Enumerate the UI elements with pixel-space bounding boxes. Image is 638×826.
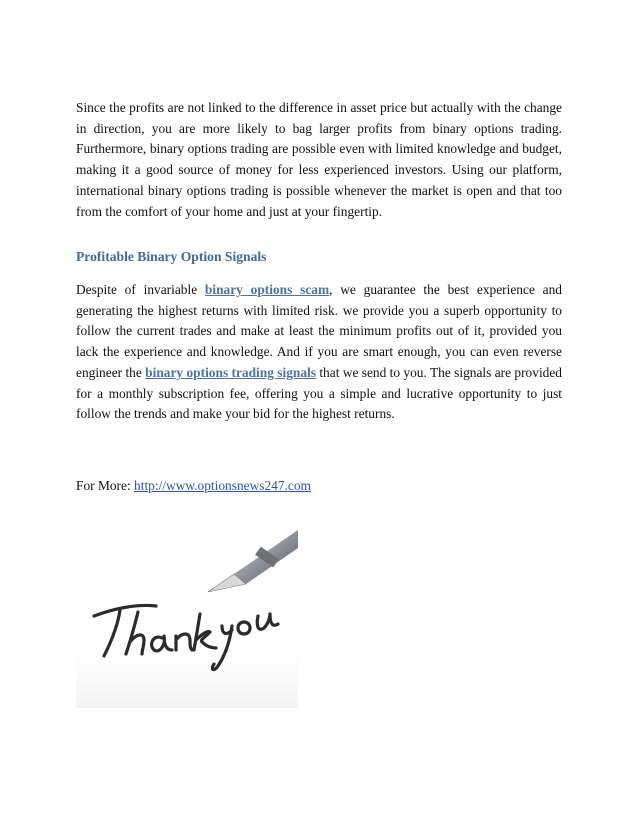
binary-options-scam-link[interactable]: binary options scam: [204, 282, 330, 297]
pen-icon: [208, 530, 298, 592]
website-link[interactable]: http://www.optionsnews247.com: [134, 478, 311, 493]
intro-paragraph: Since the profits are not linked to the difference in asset price but actually with the change in direction, you are more likely to bag larger profits from binary options trading. Furthermore, binary options trading are possible even with limited knowledge and budget, making it a good source of money for less experienced investors. Using our platform, international binary options trading is possible whenever the market is open and that too from the comfort of your home and just at your fingertip.: [76, 100, 562, 219]
for-more-label: For More:: [76, 478, 135, 493]
paragraph-text-1: Despite of invariable: [76, 282, 205, 297]
for-more-line: [76, 476, 311, 496]
paragraph-text-3: that we send to you. The signals are provided for a monthly subscription fee, offering you a simple and lucrative opportunity to just follow the trends and make your bid for the highest returns.: [76, 364, 562, 422]
section-heading: Profitable Binary Option Signals: [76, 249, 267, 264]
signals-paragraph: [76, 280, 562, 425]
paragraph-text-2: , we guarantee the best experience and generating the highest returns with limited risk. we provide you a superb opportunity to follow the current trades and make at least the minimum profits out of it, provided you lack the experience and knowledge. And if you are smart enough, you can even reverse engineer the: [76, 282, 562, 380]
binary-options-trading-signals-link[interactable]: binary options trading signals: [145, 364, 316, 380]
thank-you-image: [76, 530, 298, 708]
pen-writing-thank-you-image: [76, 530, 298, 708]
